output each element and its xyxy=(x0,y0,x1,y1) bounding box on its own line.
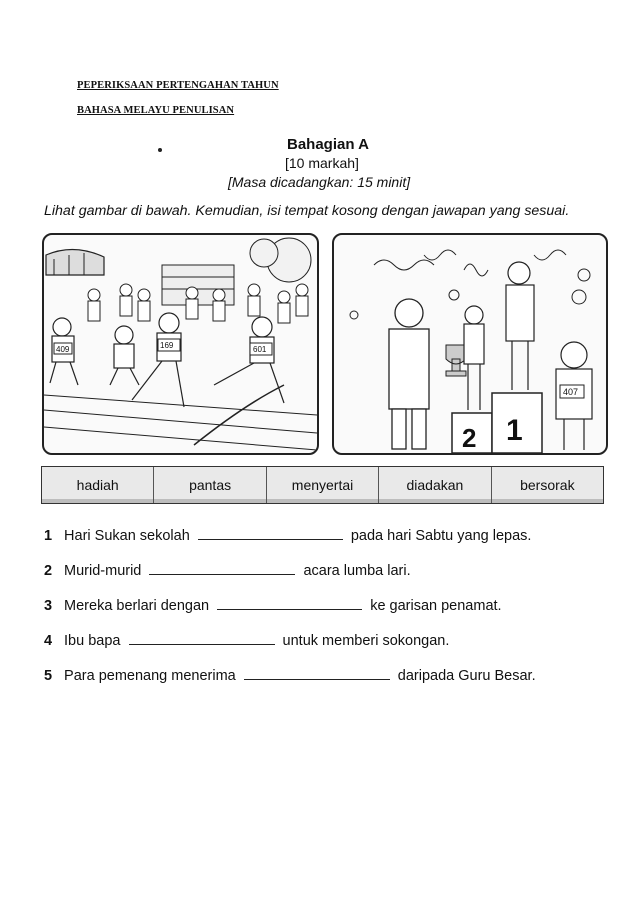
podium-2: 2 xyxy=(462,423,477,453)
word-bank xyxy=(41,466,604,504)
prize-illustration xyxy=(332,233,608,455)
word-bersorak: bersorak xyxy=(520,477,575,493)
question-text-after: daripada Guru Besar. xyxy=(397,668,536,684)
question-text-before: Murid-murid xyxy=(64,563,142,579)
question-1 xyxy=(44,528,531,544)
question-text-before: Hari Sukan sekolah xyxy=(64,528,190,544)
bib-601: 601 xyxy=(253,345,267,354)
question-number: 2 xyxy=(44,563,53,579)
question-number: 1 xyxy=(44,528,53,544)
bib-409: 409 xyxy=(56,345,70,354)
question-text-after: pada hari Sabtu yang lepas. xyxy=(350,528,532,544)
question-text-before: Ibu bapa xyxy=(64,633,121,649)
word-hadiah: hadiah xyxy=(42,467,154,503)
bib-407: 407 xyxy=(563,387,579,397)
answer-blank[interactable] xyxy=(244,669,390,680)
question-text-before: Para pemenang menerima xyxy=(64,668,236,684)
question-number: 4 xyxy=(44,633,53,649)
answer-blank[interactable] xyxy=(217,599,362,610)
section-time: [Masa dicadangkan: 15 minit] xyxy=(228,174,411,190)
podium-1: 1 xyxy=(506,414,523,447)
question-number: 3 xyxy=(44,598,53,614)
question-text-after: acara lumba lari. xyxy=(303,563,411,579)
answer-blank[interactable] xyxy=(129,634,275,645)
question-text-before: Mereka berlari dengan xyxy=(64,598,210,614)
word-diadakan: diadakan xyxy=(379,467,491,503)
race-illustration xyxy=(42,233,319,455)
word-menyertai: menyertai xyxy=(267,467,379,503)
bib-169: 169 xyxy=(160,341,174,350)
question-text-after: ke garisan penamat. xyxy=(370,598,502,614)
prize-drawing xyxy=(334,235,606,453)
section-title: Bahagian A xyxy=(287,136,369,153)
question-3 xyxy=(44,598,502,614)
exam-title: PEPERIKSAAN PERTENGAHAN TAHUN xyxy=(77,80,279,91)
word-pantas: pantas xyxy=(154,467,266,503)
answer-blank[interactable] xyxy=(198,529,343,540)
question-4 xyxy=(44,633,449,649)
question-number: 5 xyxy=(44,668,53,684)
section-marks: [10 markah] xyxy=(285,155,359,171)
race-drawing xyxy=(44,235,317,453)
question-5 xyxy=(44,668,536,684)
question-2 xyxy=(44,563,411,579)
instruction-text: Lihat gambar di bawah. Kemudian, isi tempat kosong dengan jawapan yang sesuai. xyxy=(44,203,570,219)
answer-blank[interactable] xyxy=(149,564,295,575)
subject-title: BAHASA MELAYU PENULISAN xyxy=(77,105,235,116)
bullet-dot xyxy=(158,148,162,152)
question-text-after: untuk memberi sokongan. xyxy=(282,633,450,649)
